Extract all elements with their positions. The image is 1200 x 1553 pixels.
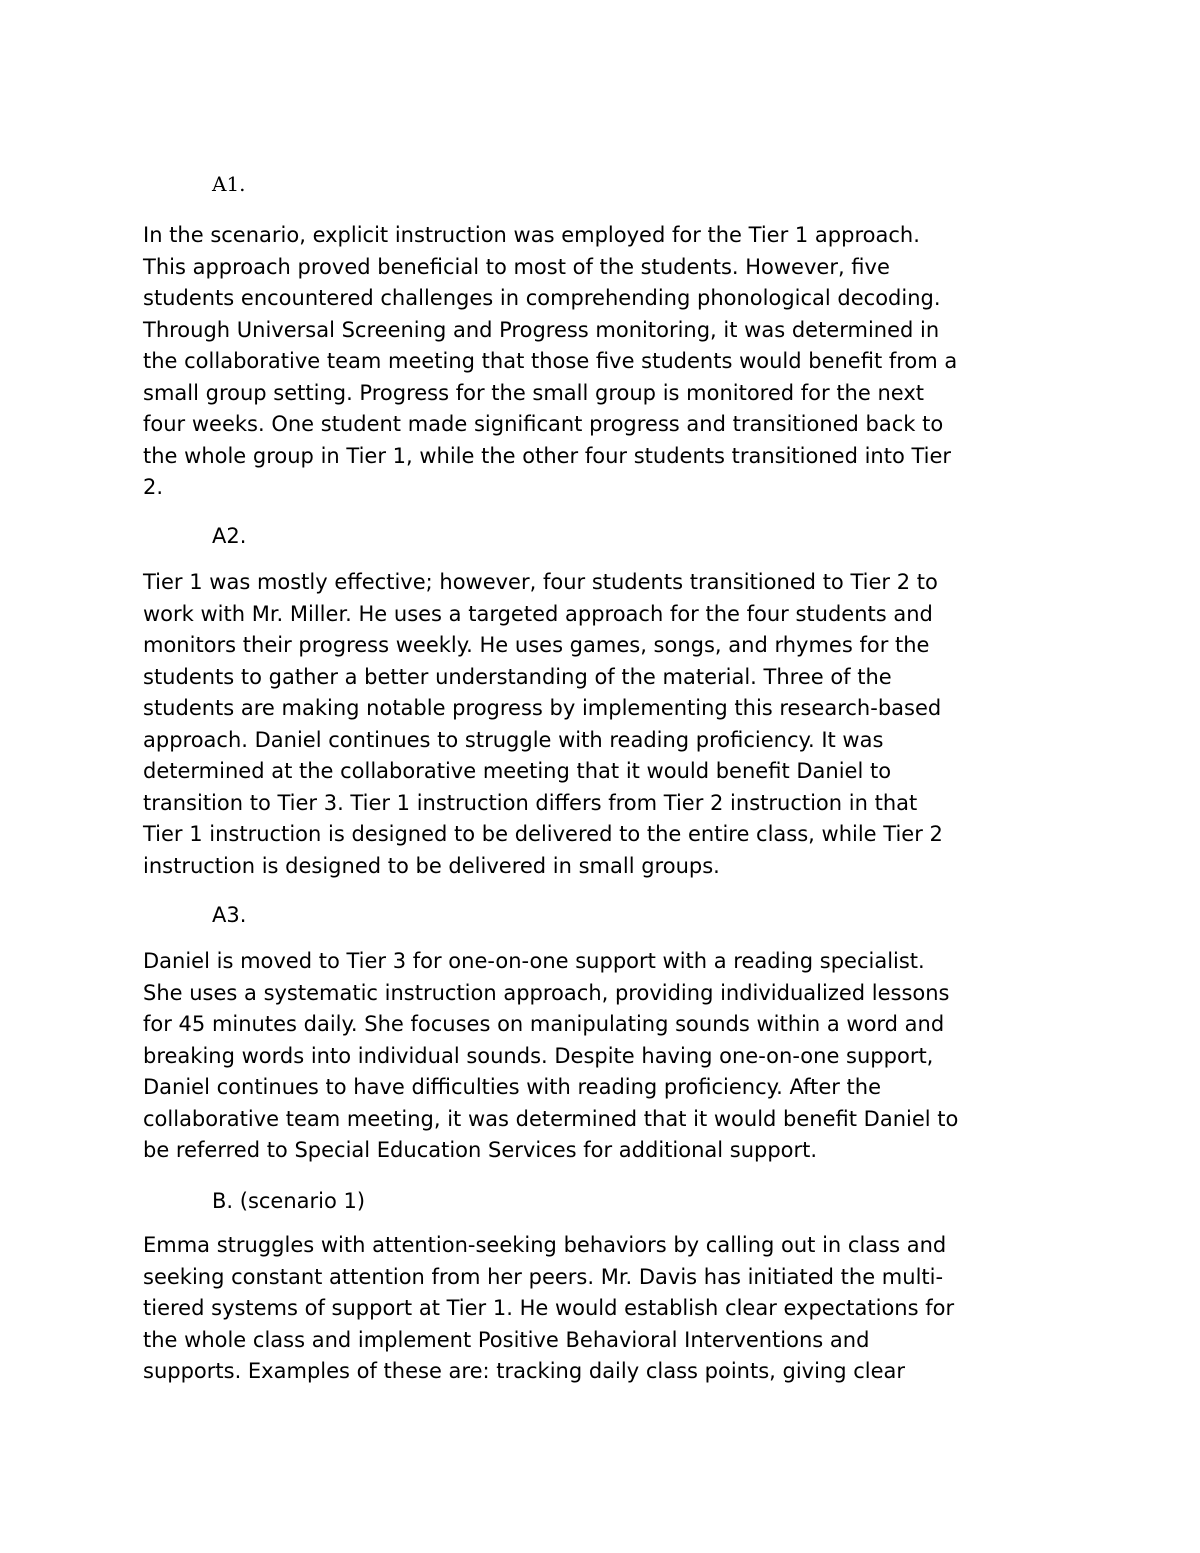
paragraph-line: for 45 minutes daily. She focuses on manipulating sounds within a word and: [143, 1012, 945, 1036]
paragraph-line: transition to Tier 3. Tier 1 instruction differs from Tier 2 instruction in that: [143, 790, 918, 815]
paragraph-line: be referred to Special Education Services for additional support.: [143, 1138, 818, 1162]
paragraph-line: students encountered challenges in comprehending phonological decoding.: [143, 286, 941, 310]
paragraph-line: instruction is designed to be delivered in small groups.: [143, 853, 720, 878]
paragraph-line: breaking words into individual sounds. Despite having one-on-one support,: [143, 1043, 934, 1068]
paragraph-line: Through Universal Screening and Progress monitoring, it was determined in: [143, 317, 940, 342]
paragraph-line: Daniel continues to have difficulties with reading proficiency. After the: [143, 1075, 882, 1099]
paragraph-line: Tier 1 instruction is designed to be delivered to the entire class, while Tier 2: [143, 822, 943, 846]
section-paragraph-a1: [143, 220, 1073, 504]
section-heading-a3: A3.: [212, 903, 247, 927]
section-heading-a1: A1.: [212, 172, 246, 196]
section-paragraph-a3: [143, 946, 1073, 1167]
paragraph-line: monitors their progress weekly. He uses games, songs, and rhymes for the: [143, 633, 930, 657]
paragraph-line: In the scenario, explicit instruction was employed for the Tier 1 approach.: [143, 223, 920, 247]
paragraph-line: determined at the collaborative meeting that it would benefit Daniel to: [143, 759, 892, 783]
paragraph-line: Tier 1 was mostly effective; however, four students transitioned to Tier 2 to: [143, 570, 938, 594]
paragraph-line: the collaborative team meeting that those five students would benefit from a: [143, 349, 958, 373]
paragraph-line: 2.: [143, 475, 164, 499]
paragraph-line: small group setting. Progress for the small group is monitored for the next: [143, 380, 924, 405]
section-heading-b: B. (scenario 1): [212, 1189, 366, 1213]
paragraph-line: students are making notable progress by implementing this research-based: [143, 696, 942, 720]
section-heading-a2: A2.: [212, 524, 247, 548]
paragraph-line: work with Mr. Miller. He uses a targeted approach for the four students and: [143, 601, 933, 626]
paragraph-line: four weeks. One student made significant progress and transitioned back to: [143, 412, 944, 436]
paragraph-line: students to gather a better understanding of the material. Three of the: [143, 664, 892, 689]
paragraph-line: the whole group in Tier 1, while the other four students transitioned into Tier: [143, 443, 952, 468]
paragraph-line: seeking constant attention from her peers. Mr. Davis has initiated the multi-: [143, 1264, 944, 1289]
section-paragraph-b: [143, 1230, 1073, 1388]
paragraph-line: Daniel is moved to Tier 3 for one-on-one support with a reading specialist.: [143, 949, 925, 973]
section-paragraph-a2: [143, 567, 1073, 882]
paragraph-line: the whole class and implement Positive Behavioral Interventions and: [143, 1327, 870, 1352]
paragraph-line: She uses a systematic instruction approach, providing individualized lessons: [143, 980, 950, 1005]
paragraph-line: supports. Examples of these are: tracking daily class points, giving clear: [143, 1359, 906, 1383]
paragraph-line: This approach proved beneficial to most of the students. However, five: [143, 254, 890, 279]
paragraph-line: tiered systems of support at Tier 1. He would establish clear expectations for: [143, 1296, 955, 1320]
paragraph-line: approach. Daniel continues to struggle with reading proficiency. It was: [143, 727, 884, 752]
paragraph-line: collaborative team meeting, it was determined that it would benefit Daniel to: [143, 1106, 959, 1131]
paragraph-line: Emma struggles with attention-seeking behaviors by calling out in class and: [143, 1233, 947, 1257]
